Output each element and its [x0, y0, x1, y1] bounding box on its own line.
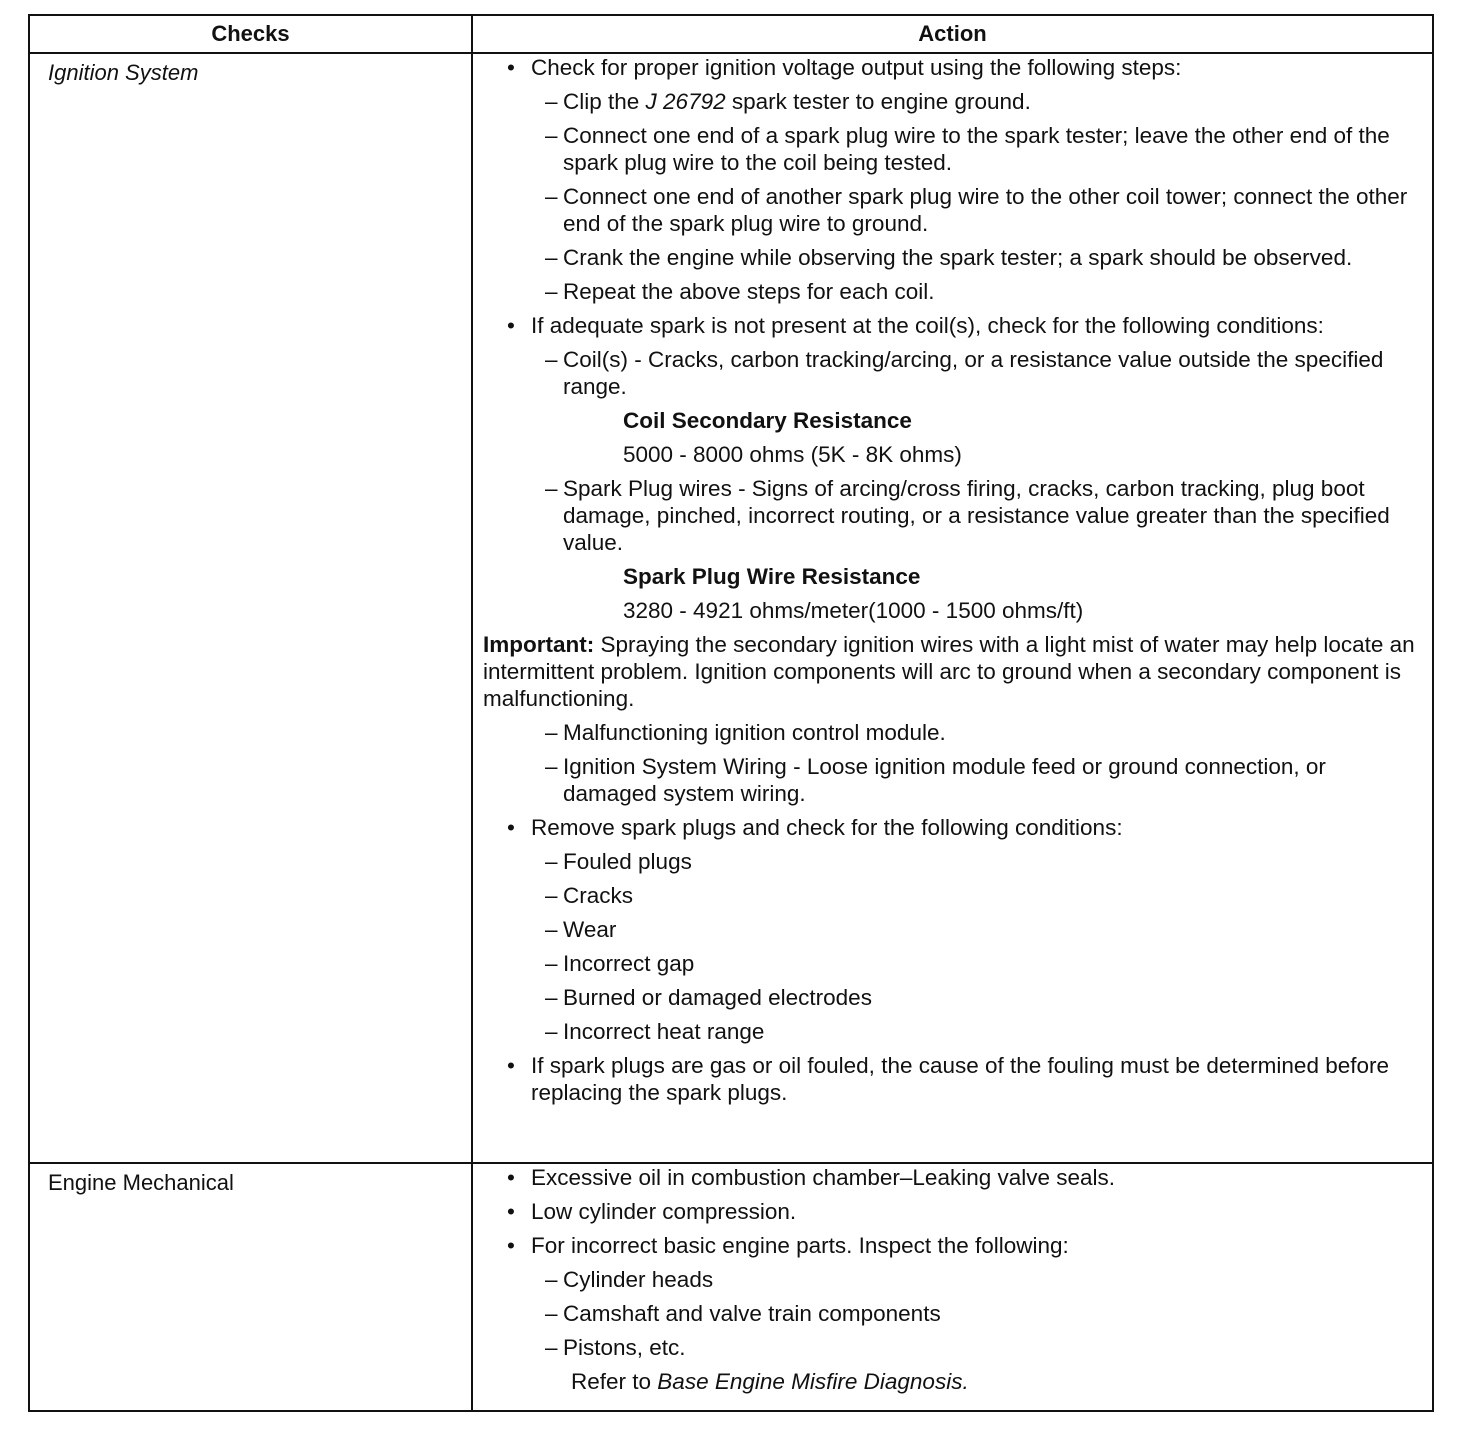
text-segment: Clip the	[563, 89, 646, 114]
check-cell	[29, 1163, 472, 1411]
sub-item: – Connect one end of another spark plug wire to the other coil tower; connect the other end of the spark plug wire to ground.	[473, 183, 1432, 237]
important-text: Spraying the secondary ignition wires with a light mist of water may help locate an intermittent problem. Ignition components will arc to ground when a secondary component is malfunctioning.	[483, 632, 1415, 711]
spec-value: 5000 - 8000 ohms (5K - 8K ohms)	[623, 442, 962, 467]
sub-item	[473, 88, 1432, 115]
header-row	[29, 15, 1433, 53]
sub-item: – Malfunctioning ignition control module.	[473, 719, 1432, 746]
sub-item: – Spark Plug wires - Signs of arcing/cross firing, cracks, carbon tracking, plug boot damage, pinched, incorrect routing, or a resistance value greater than the specified value.	[473, 475, 1432, 556]
diagnostic-table	[28, 14, 1434, 1412]
sub-item: – Cylinder heads	[473, 1266, 1432, 1293]
refer-note	[473, 1368, 1432, 1395]
sub-item: – Repeat the above steps for each coil.	[473, 278, 1432, 305]
refer-prefix: Refer to	[571, 1369, 658, 1394]
bullet-item: • If spark plugs are gas or oil fouled, the cause of the fouling must be determined before replacing the spark plugs.	[473, 1052, 1432, 1106]
bullet-item: • If adequate spark is not present at the coil(s), check for the following conditions:	[473, 312, 1432, 339]
sub-item: – Ignition System Wiring - Loose ignition module feed or ground connection, or damaged system wiring.	[473, 753, 1432, 807]
sub-item: – Burned or damaged electrodes	[473, 984, 1432, 1011]
check-label-ignition: Ignition System	[48, 60, 199, 85]
header-checks: Checks	[29, 15, 472, 53]
refer-link[interactable]: Base Engine Misfire Diagnosis.	[657, 1369, 969, 1394]
row-engine-mechanical	[29, 1163, 1433, 1411]
sub-item: – Camshaft and valve train components	[473, 1300, 1432, 1327]
sub-item: – Wear	[473, 916, 1432, 943]
spec-title: Coil Secondary Resistance	[623, 408, 912, 433]
text-segment: spark tester to engine ground.	[725, 89, 1031, 114]
sub-item: – Connect one end of a spark plug wire to the spark tester; leave the other end of the spark plug wire to the coil being tested.	[473, 122, 1432, 176]
action-cell-engine	[472, 1163, 1433, 1411]
sub-item: – Fouled plugs	[473, 848, 1432, 875]
row-ignition-system	[29, 53, 1433, 1163]
bullet-item: • For incorrect basic engine parts. Inspect the following:	[473, 1232, 1432, 1259]
header-action: Action	[472, 15, 1433, 53]
spec-title: Spark Plug Wire Resistance	[623, 564, 921, 589]
sub-item: – Coil(s) - Cracks, carbon tracking/arcing, or a resistance value outside the specified range.	[473, 346, 1432, 400]
tool-number: J 26792	[645, 89, 726, 114]
sub-item: – Incorrect gap	[473, 950, 1432, 977]
check-cell	[29, 53, 472, 1163]
important-label: Important:	[483, 632, 595, 657]
check-label-engine: Engine Mechanical	[48, 1170, 234, 1195]
action-cell-ignition	[472, 53, 1433, 1163]
sub-item: – Pistons, etc.	[473, 1334, 1432, 1361]
important-note	[473, 631, 1432, 712]
sub-item: – Cracks	[473, 882, 1432, 909]
bullet-item: • Low cylinder compression.	[473, 1198, 1432, 1225]
bullet-item: • Excessive oil in combustion chamber–Leaking valve seals.	[473, 1164, 1432, 1191]
bullet-item: • Check for proper ignition voltage output using the following steps:	[473, 54, 1432, 81]
sub-item: – Incorrect heat range	[473, 1018, 1432, 1045]
sub-item: – Crank the engine while observing the spark tester; a spark should be observed.	[473, 244, 1432, 271]
bullet-item: • Remove spark plugs and check for the following conditions:	[473, 814, 1432, 841]
spec-value: 3280 - 4921 ohms/meter(1000 - 1500 ohms/ft)	[623, 598, 1084, 623]
